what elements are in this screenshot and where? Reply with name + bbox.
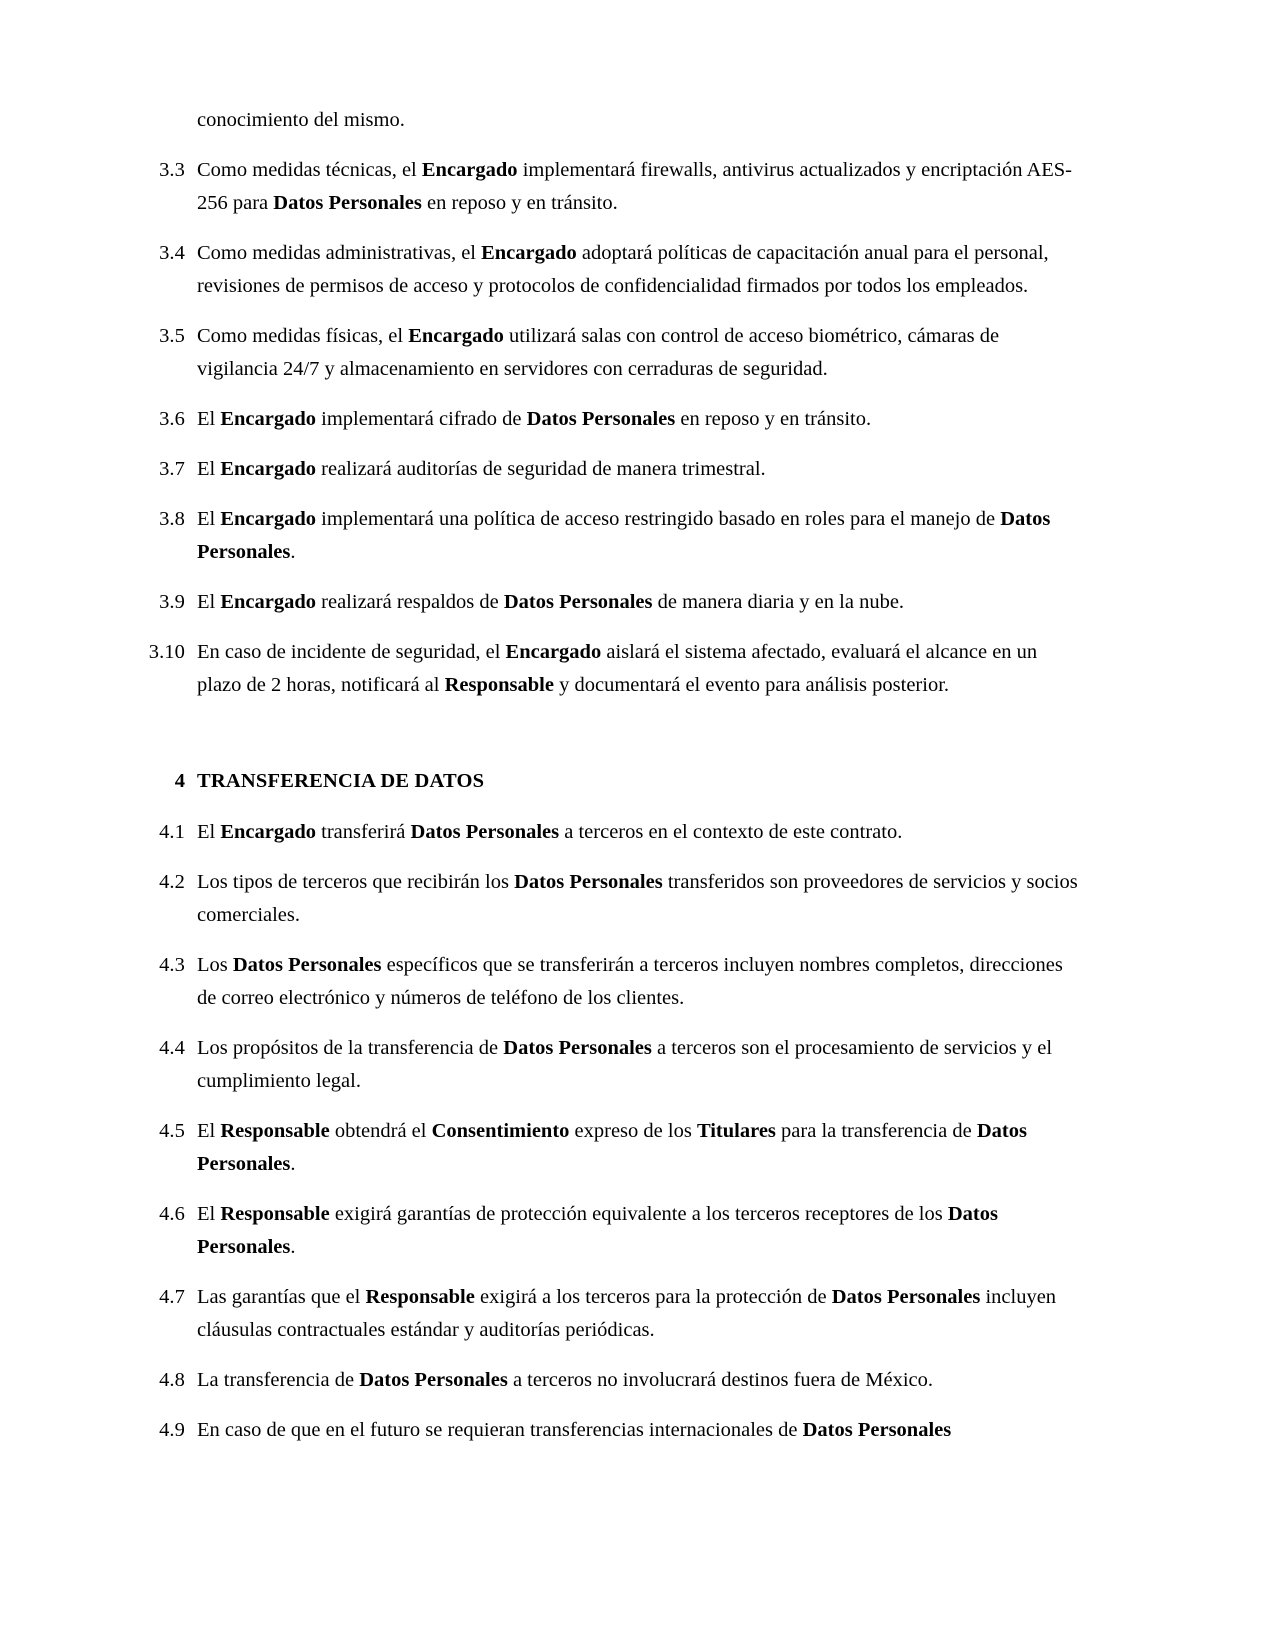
clause-text: El Responsable exigirá garantías de protección equivalente a los terceros receptores de los Datos Personales.	[197, 1203, 998, 1258]
clause-number: 4.5	[159, 1120, 185, 1142]
clause-text: La transferencia de Datos Personales a terceros no involucrará destinos fuera de México.	[197, 1369, 934, 1391]
clause-text: Como medidas técnicas, el Encargado implementará firewalls, antivirus actualizados y encriptación AES-256 para Datos Personales en reposo y en tránsito.	[197, 159, 1073, 214]
clause-text: El Encargado realizará respaldos de Datos Personales de manera diaria y en la nube.	[197, 591, 905, 613]
page-content	[137, 104, 1082, 1464]
clause-item	[137, 1032, 1082, 1098]
clause-item	[137, 816, 1082, 849]
clause-item	[137, 1198, 1082, 1264]
clause-item	[137, 154, 1082, 220]
section-title: TRANSFERENCIA DE DATOS	[197, 770, 485, 792]
clause-number: 4.9	[159, 1419, 185, 1441]
clause-number: 3.4	[159, 242, 185, 264]
clause-item	[137, 503, 1082, 569]
clause-text: El Encargado transferirá Datos Personales a terceros en el contexto de este contrato.	[197, 821, 903, 843]
clause-number: 3.10	[148, 641, 185, 663]
clause-item	[137, 237, 1082, 303]
clause-number: 3.9	[159, 591, 185, 613]
clause-number: 4.4	[159, 1037, 185, 1059]
clause-item	[137, 866, 1082, 932]
section-heading-4	[137, 765, 1082, 798]
clause-number: 3.6	[159, 408, 185, 430]
clause-item	[137, 320, 1082, 386]
clause-item	[137, 1115, 1082, 1181]
clause-item	[137, 636, 1082, 702]
clause-number: 3.5	[159, 325, 185, 347]
clause-number: 4.7	[159, 1286, 185, 1308]
clause-text: Como medidas físicas, el Encargado utilizará salas con control de acceso biométrico, cámaras de vigilancia 24/7 y almacenamiento en servidores con cerraduras de seguridad.	[197, 325, 1000, 380]
clause-text: El Encargado implementará una política de acceso restringido basado en roles para el manejo de Datos Personales.	[197, 508, 1051, 563]
clause-number: 3.8	[159, 508, 185, 530]
clause-number: 4.3	[159, 954, 185, 976]
clause-item	[137, 586, 1082, 619]
clause-text: Como medidas administrativas, el Encargado adoptará políticas de capacitación anual para el personal, revisiones de permisos de acceso y protocolos de confidencialidad firmados por todos los empleados.	[197, 242, 1049, 297]
clause-item	[137, 949, 1082, 1015]
clause-item	[137, 403, 1082, 436]
clause-text: El Encargado implementará cifrado de Datos Personales en reposo y en tránsito.	[197, 408, 872, 430]
clause-text: Las garantías que el Responsable exigirá a los terceros para la protección de Datos Personales incluyen cláusulas contractuales estándar y auditorías periódicas.	[197, 1286, 1057, 1341]
clause-number: 4.1	[159, 821, 185, 843]
clause-number: 4.8	[159, 1369, 185, 1391]
clause-number: 4.6	[159, 1203, 185, 1225]
clause-item	[137, 1281, 1082, 1347]
clause-item	[137, 1414, 1082, 1447]
clause-list-section-4	[137, 816, 1082, 1447]
clause-text: Los Datos Personales específicos que se transferirán a terceros incluyen nombres completos, direcciones de correo electrónico y números de teléfono de los clientes.	[197, 954, 1063, 1009]
clause-number: 3.3	[159, 159, 185, 181]
continuation-paragraph: conocimiento del mismo.	[197, 109, 405, 131]
clause-list-section-3	[137, 154, 1082, 702]
clause-number: 3.7	[159, 458, 185, 480]
clause-text: El Responsable obtendrá el Consentimiento expreso de los Titulares para la transferencia de Datos Personales.	[197, 1120, 1027, 1175]
clause-text: El Encargado realizará auditorías de seguridad de manera trimestral.	[197, 458, 766, 480]
clause-text: En caso de que en el futuro se requieran transferencias internacionales de Datos Personales	[197, 1419, 952, 1441]
clause-item	[137, 1364, 1082, 1397]
clause-text: Los tipos de terceros que recibirán los Datos Personales transferidos son proveedores de servicios y socios comerciales.	[197, 871, 1078, 926]
clause-item	[137, 453, 1082, 486]
clause-number: 4.2	[159, 871, 185, 893]
section-number: 4	[174, 770, 185, 792]
clause-text: En caso de incidente de seguridad, el Encargado aislará el sistema afectado, evaluará el alcance en un plazo de 2 horas, notificará al Responsable y documentará el evento para análisis posterior.	[197, 641, 1038, 696]
clause-text: Los propósitos de la transferencia de Datos Personales a terceros son el procesamiento de servicios y el cumplimiento legal.	[197, 1037, 1053, 1092]
